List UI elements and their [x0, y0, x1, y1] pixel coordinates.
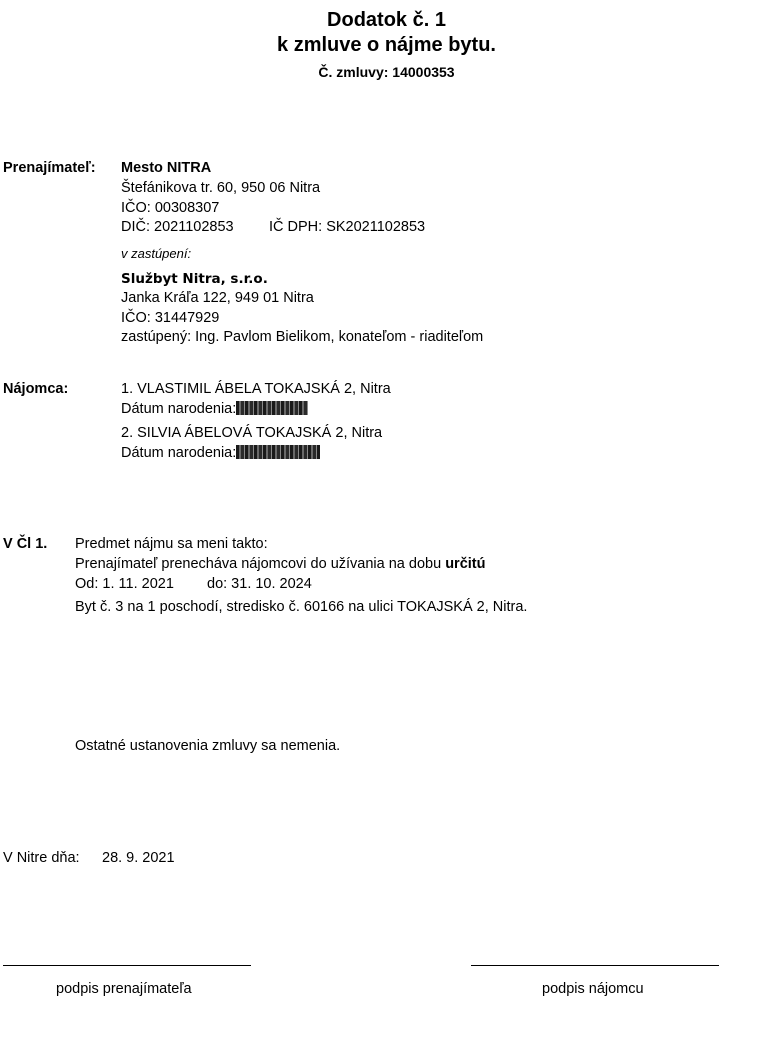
representative-address: Janka Kráľa 122, 949 01 Nitra	[121, 290, 314, 306]
dob-label: Dátum narodenia:	[121, 445, 237, 461]
landlord-dic: DIČ: 2021102853	[121, 219, 234, 235]
tenant-2: 2. SILVIA ÁBELOVÁ TOKAJSKÁ 2, Nitra	[121, 425, 383, 441]
landlord-signature-line	[3, 965, 251, 966]
article-line2	[75, 555, 485, 574]
landlord-name: Mesto NITRA	[121, 160, 212, 176]
tenant-signature-label: podpis nájomcu	[542, 981, 644, 997]
landlord-signature-label: podpis prenajímateľa	[56, 981, 192, 997]
signing-date: 28. 9. 2021	[102, 850, 175, 866]
redacted-date	[236, 401, 308, 415]
document-title: Dodatok č. 1	[327, 9, 446, 31]
article-line2-bold: určitú	[445, 556, 486, 572]
representative-by: zastúpený: Ing. Pavlom Bielikom, konateľom - riaditeľom	[121, 329, 484, 345]
other-provisions: Ostatné ustanovenia zmluvy sa nemenia.	[75, 738, 341, 754]
tenant-1: 1. VLASTIMIL ÁBELA TOKAJSKÁ 2, Nitra	[121, 381, 391, 397]
representative-ico: IČO: 31447929	[121, 310, 220, 326]
landlord-ico: IČO: 00308307	[121, 200, 220, 216]
contract-number: Č. zmluvy: 14000353	[318, 64, 455, 80]
place-label: V Nitre dňa:	[3, 850, 80, 866]
represented-label: v zastúpení:	[121, 246, 192, 261]
document-subtitle: k zmluve o nájme bytu.	[277, 34, 496, 56]
article-line2-text: Prenajímateľ prenecháva nájomcovi do užívania na dobu	[75, 556, 442, 572]
tenant-1-dob	[121, 400, 308, 419]
landlord-label: Prenajímateľ:	[3, 160, 96, 176]
period-to: do: 31. 10. 2024	[207, 576, 312, 592]
redacted-date	[236, 445, 320, 459]
flat-description: Byt č. 3 na 1 poschodí, stredisko č. 60166 na ulici TOKAJSKÁ 2, Nitra.	[75, 599, 528, 615]
landlord-ic-dph: IČ DPH: SK2021102853	[269, 219, 426, 235]
tenant-label: Nájomca:	[3, 381, 69, 397]
tenant-signature-line	[471, 965, 719, 966]
landlord-address: Štefánikova tr. 60, 950 06 Nitra	[121, 180, 321, 196]
representative-name: Službyt Nitra, s.r.o.	[121, 271, 268, 287]
period-from: Od: 1. 11. 2021	[75, 576, 174, 592]
article-line1: Predmet nájmu sa meni takto:	[75, 536, 268, 552]
tenant-2-dob	[121, 444, 320, 463]
article-label: V Čl 1.	[3, 536, 48, 552]
dob-label: Dátum narodenia:	[121, 401, 237, 417]
